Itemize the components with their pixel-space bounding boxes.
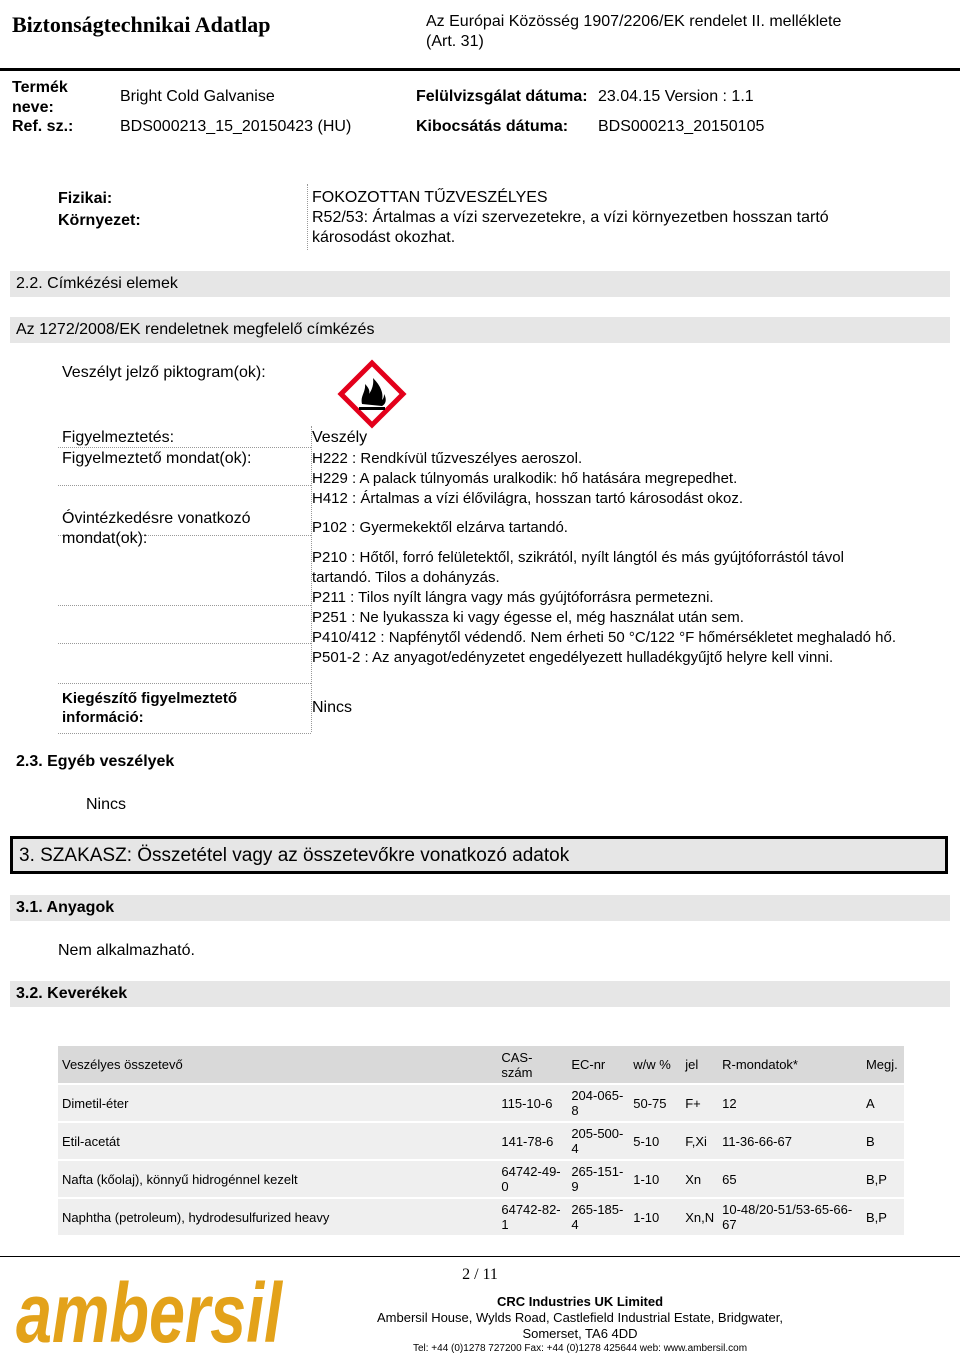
precautionary-statements-label: Óvintézkedésre vonatkozó mondat(ok): [62,510,251,547]
issue-date-label: Kibocsátás dátuma: [416,118,569,135]
cell-component: Naphtha (petroleum), hydrodesulfurized heavy [58,1198,497,1236]
physical-label: Fizikai: [58,190,113,207]
footer-address-line-2: Somerset, TA6 4DD [522,1326,638,1341]
cell-cas: 115-10-6 [497,1084,567,1122]
cell-notes: B,P [862,1160,904,1198]
cell-r-phrases: 65 [718,1160,862,1198]
cell-r-phrases: 11-36-66-67 [718,1122,862,1160]
footer-company-block [300,1294,860,1356]
section-3-heading: 3. SZAKASZ: Összetétel vagy az összetevőkre vonatkozó adatok [10,836,948,874]
cell-ww: 50-75 [629,1084,681,1122]
cell-cas: 64742-82-1 [497,1198,567,1236]
precaution-p410: P410/412 : Napfénytől védendő. Nem érheti 50 °C/122 °F hőmérsékletet meghaladó hő. [312,629,897,646]
cell-r-phrases: 12 [718,1084,862,1122]
revision-date-label: Felülvizsgálat dátuma: [416,88,588,105]
supplementary-info-label: Kiegészítő figyelmeztető információ: [62,690,238,726]
document-title: Biztonságtechnikai Adatlap [12,12,271,37]
table-row [58,1122,904,1160]
cell-ww: 1-10 [629,1160,681,1198]
section-2-2-heading: 2.2. Címkézési elemek [10,271,950,297]
precaution-p102: P102 : Gyermekektől elzárva tartandó. [312,519,568,536]
section-2-3-heading: 2.3. Egyéb veszélyek [16,753,175,770]
label-column [58,426,312,732]
environment-label: Környezet: [58,212,141,229]
cell-cas: 64742-49-0 [497,1160,567,1198]
hazard-statement-h412: H412 : Ártalmas a vízi élővilágra, hosszan tartó károsodást okoz. [312,490,744,507]
hazard-labels-cell [58,184,308,250]
footer-address-line-1: Ambersil House, Wylds Road, Castlefield Industrial Estate, Bridgwater, [377,1310,783,1325]
cell-symbol: Xn,N [681,1198,718,1236]
cell-notes: A [862,1084,904,1122]
cell-cas: 141-78-6 [497,1122,567,1160]
cell-r-phrases: 10-48/20-51/53-65-66-67 [718,1198,862,1236]
logo-wordmark: ambersil [16,1266,284,1357]
footer-contact: Tel: +44 (0)1278 727200 Fax: +44 (0)1278 425644 web: www.ambersil.com [412,1343,748,1354]
table-row [58,1160,904,1198]
clp-labelling-heading: Az 1272/2008/EK rendeletnek megfelelő címkézés [10,317,950,343]
flame-ghs-icon [338,360,406,428]
cell-symbol: F+ [681,1084,718,1122]
cell-ww: 1-10 [629,1198,681,1236]
cell-component: Nafta (kőolaj), könnyű hidrogénnel kezelt [58,1160,497,1198]
cell-ec: 265-151-9 [567,1160,629,1198]
revision-date-value: 23.04.15 Version : 1.1 [598,88,754,105]
cell-notes: B,P [862,1198,904,1236]
signal-word-value: Veszély [312,429,368,446]
supplementary-info-value: Nincs [312,699,353,716]
product-name-label: Termék neve: [12,79,68,116]
ambersil-logo [16,1266,286,1357]
cell-notes: B [862,1122,904,1160]
mixture-components-table [58,1046,904,1237]
cell-ww: 5-10 [629,1122,681,1160]
hazard-statement-h222: H222 : Rendkívül tűzveszélyes aeroszol. [312,450,583,467]
hazard-values-cell [312,188,892,248]
physical-value: FOKOZOTTAN TŰZVESZÉLYES [312,189,548,206]
col-header-r-phrases: R-mondatok* [718,1046,862,1084]
hazard-statements-label: Figyelmeztető mondat(ok): [62,450,252,467]
hazard-statements-list [312,449,912,509]
section-3-1-heading: 3.1. Anyagok [10,895,950,921]
cell-symbol: Xn [681,1160,718,1198]
product-name-value: Bright Cold Galvanise [120,88,275,105]
precaution-p210: P210 : Hőtől, forró felületektől, szikrától, nyílt lángtól és más gyújtóforrástól távol tartandó. Tilos a dohányzás. [312,549,844,586]
ref-number-value: BDS000213_15_20150423 (HU) [120,118,352,135]
table-row [58,1084,904,1122]
col-header-ww: w/w % [629,1046,681,1084]
page-number: 2 / 11 [462,1266,498,1283]
footer-company: CRC Industries UK Limited [496,1294,664,1309]
precaution-p251: P251 : Ne lyukassza ki vagy égesse el, még használat után sem. [312,609,744,626]
table-row [58,1198,904,1236]
col-header-ec: EC-nr [567,1046,629,1084]
col-header-symbol: jel [681,1046,718,1084]
cell-ec: 205-500-4 [567,1122,629,1160]
cell-ec: 265-185-4 [567,1198,629,1236]
col-header-notes: Megj. [862,1046,904,1084]
section-2-3-value: Nincs [86,796,127,813]
col-header-cas: CAS-szám [497,1046,567,1084]
table-header-row [58,1046,904,1084]
issue-date-value: BDS000213_20150105 [598,118,765,135]
pictogram-label: Veszélyt jelző piktogram(ok): [62,364,266,381]
signal-word-label: Figyelmeztetés: [62,429,175,446]
ref-number-label: Ref. sz.: [12,118,74,135]
environment-value: R52/53: Ártalmas a vízi szervezetekre, a vízi környezetben hosszan tartó károsodást okozhat. [312,209,829,246]
footer-divider [0,1256,960,1257]
cell-component: Etil-acetát [58,1122,497,1160]
col-header-component: Veszélyes összetevő [58,1046,497,1084]
cell-ec: 204-065-8 [567,1084,629,1122]
precaution-p501: P501-2 : Az anyagot/edényzetet engedélyezett hulladékgyűjtő helyre kell vinni. [312,649,834,666]
section-3-2-heading: 3.2. Keverékek [10,981,950,1007]
cell-symbol: F,Xi [681,1122,718,1160]
precaution-p211: P211 : Tilos nyílt lángra vagy más gyújtóforrásra permetezni. [312,589,714,606]
hazard-statement-h229: H229 : A palack túlnyomás uralkodik: hő hatására megrepedhet. [312,470,738,487]
precaution-list [312,548,902,668]
cell-component: Dimetil-éter [58,1084,497,1122]
header-divider [0,68,960,71]
section-3-1-value: Nem alkalmazható. [58,942,195,959]
regulation-reference: Az Európai Közösség 1907/2206/EK rendelet II. melléklete (Art. 31) [426,13,842,50]
